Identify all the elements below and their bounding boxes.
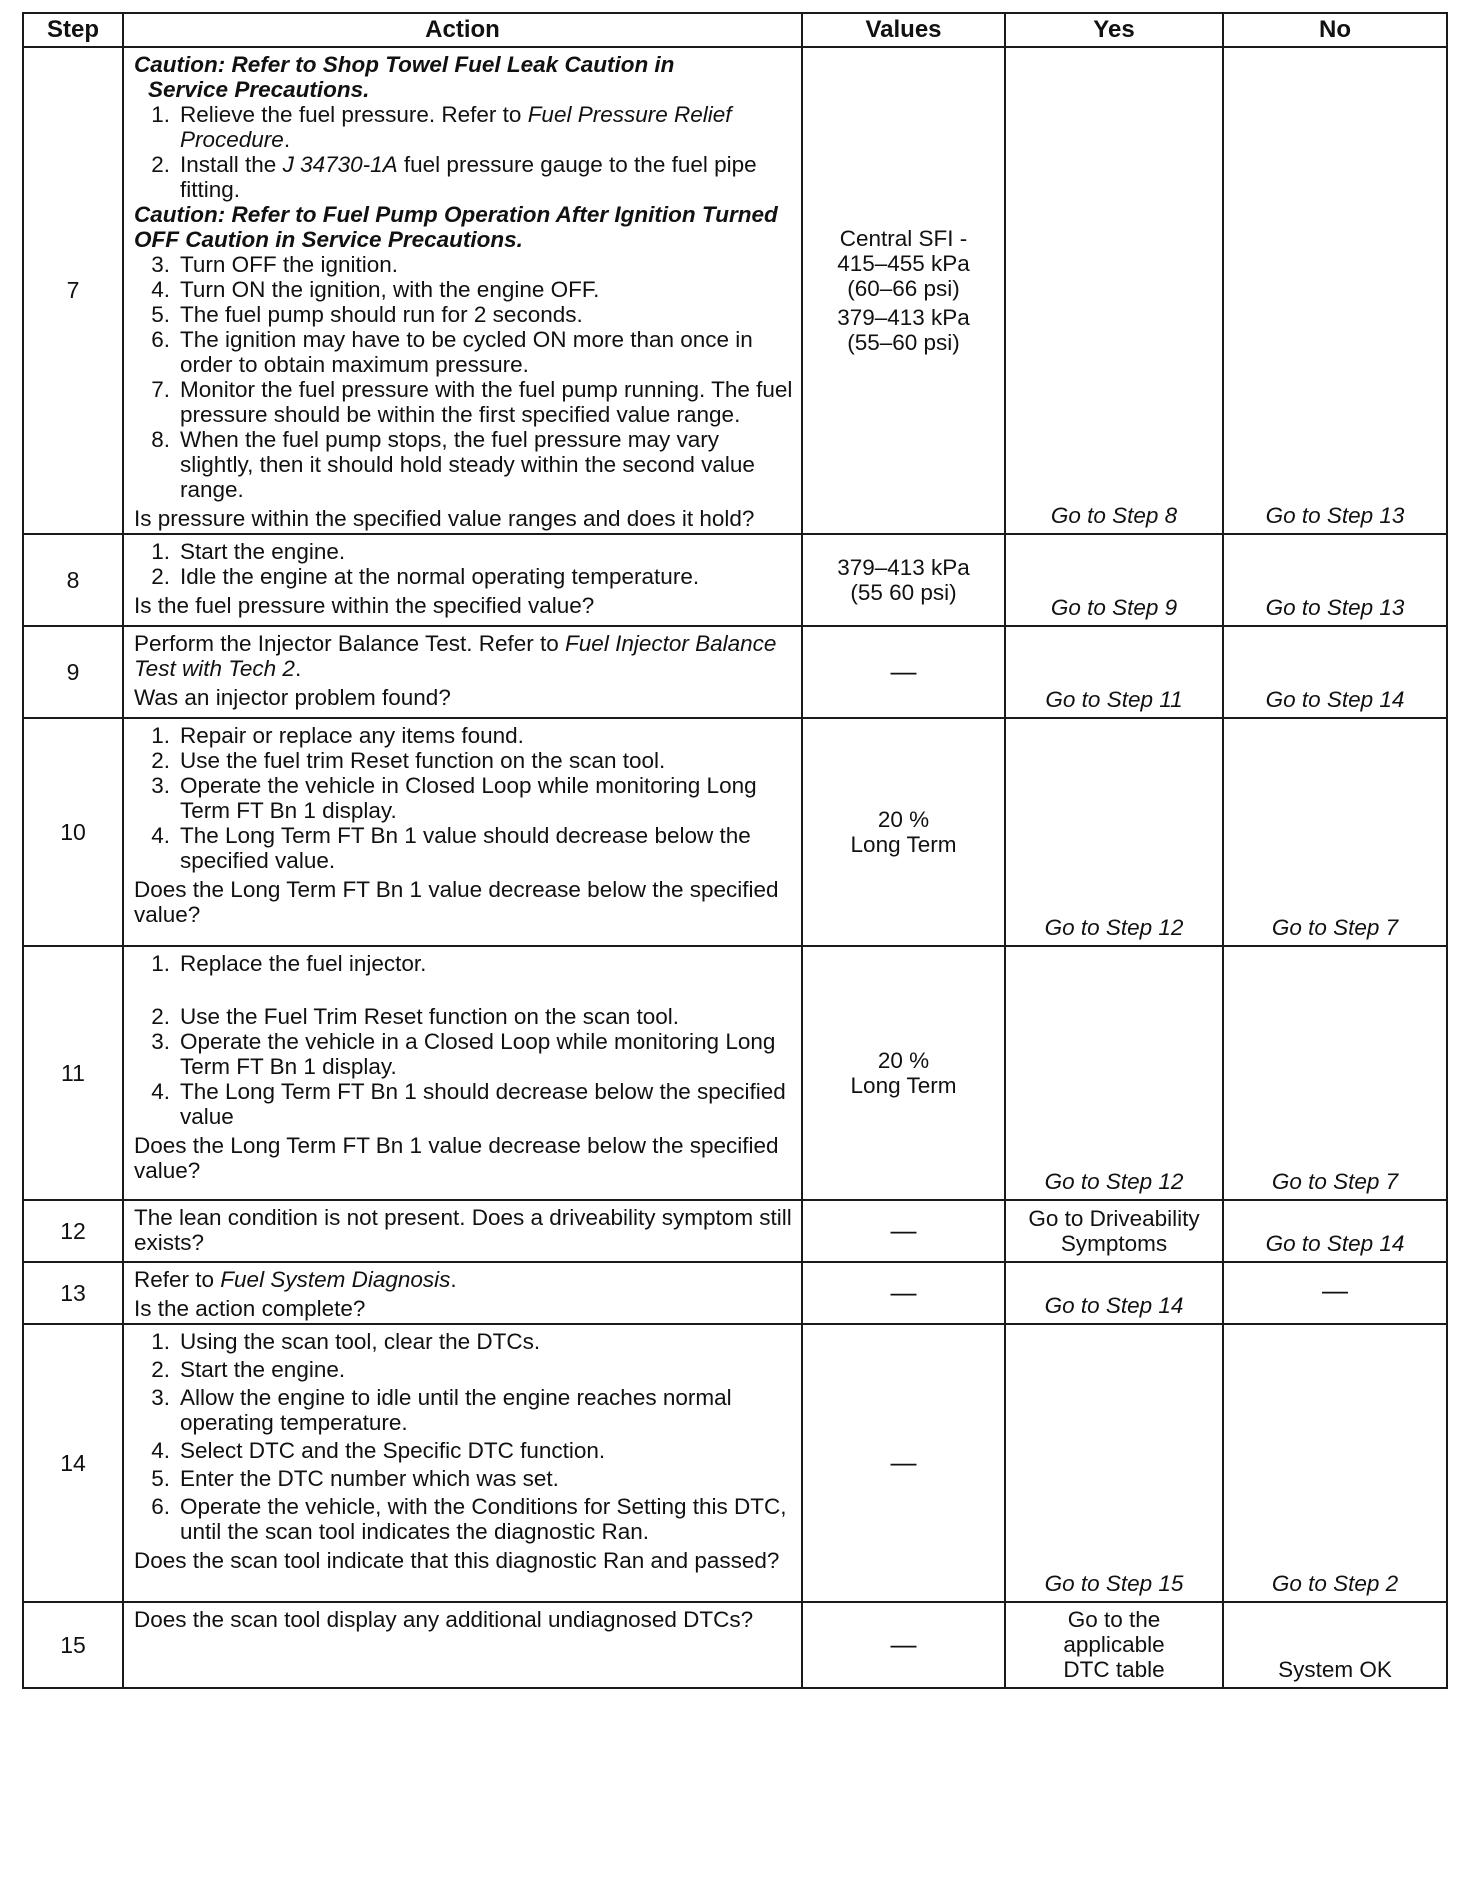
values-cell: —: [802, 1602, 1005, 1688]
list-item: 3. Allow the engine to idle until the engine reaches normal operating temperature.: [151, 1385, 732, 1435]
action-cell: [123, 946, 802, 1200]
list-item: 8. When the fuel pump stops, the fuel pressure may vary slightly, then it should hold steady within the second value range.: [151, 427, 755, 502]
table-row: [23, 718, 1447, 946]
values-cell: 20 % Long Term: [802, 718, 1005, 946]
no-link[interactable]: Go to Step 14: [1223, 1200, 1447, 1262]
action-cell: Perform the Injector Balance Test. Refer to Fuel Injector Balance Test with Tech 2. Was an injector problem found?: [123, 626, 802, 718]
reference-link: Fuel Injector Balance Test with Tech 2: [134, 631, 777, 681]
yes-link[interactable]: Go to Step 15: [1005, 1324, 1223, 1602]
no-cell: —: [1223, 1262, 1447, 1324]
table-row: [23, 1602, 1447, 1688]
yes-link[interactable]: Go to Step 9: [1005, 534, 1223, 626]
header-step: Step: [23, 13, 123, 47]
question-text: Does the Long Term FT Bn 1 value decrease below the specified value?: [134, 877, 779, 927]
table-row: [23, 1262, 1447, 1324]
action-cell: [123, 1602, 802, 1688]
action-cell: [123, 47, 802, 534]
header-no: No: [1223, 13, 1447, 47]
table-row: [23, 1324, 1447, 1602]
list-item: 3. Turn OFF the ignition.: [151, 252, 399, 277]
list-item: 6. The ignition may have to be cycled ON more than once in order to obtain maximum pressure.: [151, 327, 753, 377]
values-cell: —: [802, 1262, 1005, 1324]
table-row: [23, 534, 1447, 626]
yes-link[interactable]: Go to Step 12: [1005, 946, 1223, 1200]
action-cell: [123, 718, 802, 946]
action-text: Does the scan tool display any additional undiagnosed DTCs?: [134, 1607, 754, 1632]
list-item: 7. Monitor the fuel pressure with the fuel pump running. The fuel pressure should be within the first specified value range.: [151, 377, 793, 427]
diagnostic-table: [22, 12, 1448, 1689]
list-item: 1. Using the scan tool, clear the DTCs.: [151, 1329, 541, 1354]
step-number: 14: [23, 1324, 123, 1602]
no-link[interactable]: Go to Step 7: [1223, 718, 1447, 946]
question-text: Is the action complete?: [134, 1296, 366, 1321]
table-row: [23, 1200, 1447, 1262]
list-item: 3. Operate the vehicle in a Closed Loop while monitoring Long Term FT Bn 1 display.: [151, 1029, 776, 1079]
list-item: 5. Enter the DTC number which was set.: [151, 1466, 559, 1491]
step-number: 7: [23, 47, 123, 534]
yes-link[interactable]: Go to Driveability Symptoms: [1005, 1200, 1223, 1262]
list-item: 4. Select DTC and the Specific DTC function.: [151, 1438, 606, 1463]
step-number: 9: [23, 626, 123, 718]
values-cell: —: [802, 1200, 1005, 1262]
values-cell: —: [802, 626, 1005, 718]
header-row: [23, 13, 1447, 47]
no-link[interactable]: Go to Step 14: [1223, 626, 1447, 718]
table-row: [23, 626, 1447, 718]
reference-link: Fuel System Diagnosis: [220, 1267, 451, 1292]
tool-reference: J 34730-1A: [282, 152, 398, 177]
list-item: 6. Operate the vehicle, with the Conditions for Setting this DTC, until the scan tool indicates the diagnostic Ran.: [151, 1494, 787, 1544]
list-item: 4. The Long Term FT Bn 1 value should decrease below the specified value.: [151, 823, 751, 873]
question-text: Does the Long Term FT Bn 1 value decrease below the specified value?: [134, 1133, 779, 1183]
list-item: 5. The fuel pump should run for 2 seconds.: [151, 302, 583, 327]
list-item: 1. Repair or replace any items found.: [151, 723, 524, 748]
list-item: 1. Replace the fuel injector.: [151, 951, 427, 976]
list-item: 3. Operate the vehicle in Closed Loop while monitoring Long Term FT Bn 1 display.: [151, 773, 757, 823]
caution-text: Caution: Refer to Shop Towel Fuel Leak Caution in Service Precautions.: [134, 52, 675, 102]
yes-link[interactable]: Go to Step 11: [1005, 626, 1223, 718]
step-number: 11: [23, 946, 123, 1200]
list-item: 2. Start the engine.: [151, 1357, 346, 1382]
step-list: [134, 951, 793, 1129]
values-cell: Central SFI - 415–455 kPa (60–66 psi) 379–413 kPa (55–60 psi): [802, 47, 1005, 534]
step-list: [134, 1329, 793, 1544]
action-cell: [123, 1324, 802, 1602]
step-number: 8: [23, 534, 123, 626]
list-item: 2. Idle the engine at the normal operating temperature.: [151, 564, 700, 589]
values-cell: 20 % Long Term: [802, 946, 1005, 1200]
caution-text: Caution: Refer to Fuel Pump Operation After Ignition Turned OFF Caution in Service Precautions.: [134, 202, 778, 252]
values-cell: 379–413 kPa (55 60 psi): [802, 534, 1005, 626]
header-values: Values: [802, 13, 1005, 47]
reference-link: Fuel Pressure Relief Procedure: [180, 102, 732, 152]
header-action: Action: [123, 13, 802, 47]
yes-link[interactable]: Go to the applicable DTC table: [1005, 1602, 1223, 1688]
no-link[interactable]: Go to Step 7: [1223, 946, 1447, 1200]
yes-link[interactable]: Go to Step 14: [1005, 1262, 1223, 1324]
step-list: [134, 539, 793, 589]
no-result: System OK: [1223, 1602, 1447, 1688]
question-text: Is pressure within the specified value ranges and does it hold?: [134, 506, 755, 531]
list-item: 1. Relieve the fuel pressure. Refer to Fuel Pressure Relief Procedure.: [151, 102, 732, 152]
action-cell: [123, 1200, 802, 1262]
header-yes: Yes: [1005, 13, 1223, 47]
list-item: 4. Turn ON the ignition, with the engine OFF.: [151, 277, 600, 302]
table-row: [23, 946, 1447, 1200]
step-list: [134, 252, 793, 502]
question-text: Does the scan tool indicate that this diagnostic Ran and passed?: [134, 1548, 780, 1573]
list-item: 2. Install the J 34730-1A fuel pressure gauge to the fuel pipe fitting.: [151, 152, 757, 202]
step-number: 12: [23, 1200, 123, 1262]
question-text: Was an injector problem found?: [134, 685, 451, 710]
yes-link[interactable]: Go to Step 12: [1005, 718, 1223, 946]
values-cell: —: [802, 1324, 1005, 1602]
no-link[interactable]: Go to Step 2: [1223, 1324, 1447, 1602]
list-item: 2. Use the Fuel Trim Reset function on the scan tool.: [151, 1004, 679, 1029]
step-list: [134, 102, 793, 202]
no-link[interactable]: Go to Step 13: [1223, 47, 1447, 534]
action-text: The lean condition is not present. Does a driveability symptom still exists?: [134, 1205, 792, 1255]
no-link[interactable]: Go to Step 13: [1223, 534, 1447, 626]
list-item: 1. Start the engine.: [151, 539, 346, 564]
table-row: [23, 47, 1447, 534]
list-item: 2. Use the fuel trim Reset function on the scan tool.: [151, 748, 666, 773]
question-text: Is the fuel pressure within the specified value?: [134, 593, 595, 618]
yes-link[interactable]: Go to Step 8: [1005, 47, 1223, 534]
step-number: 10: [23, 718, 123, 946]
action-cell: [123, 534, 802, 626]
step-number: 13: [23, 1262, 123, 1324]
list-item: 4. The Long Term FT Bn 1 should decrease below the specified value: [151, 1079, 786, 1129]
action-cell: Refer to Fuel System Diagnosis. Is the action complete?: [123, 1262, 802, 1324]
step-number: 15: [23, 1602, 123, 1688]
step-list: [134, 723, 793, 873]
